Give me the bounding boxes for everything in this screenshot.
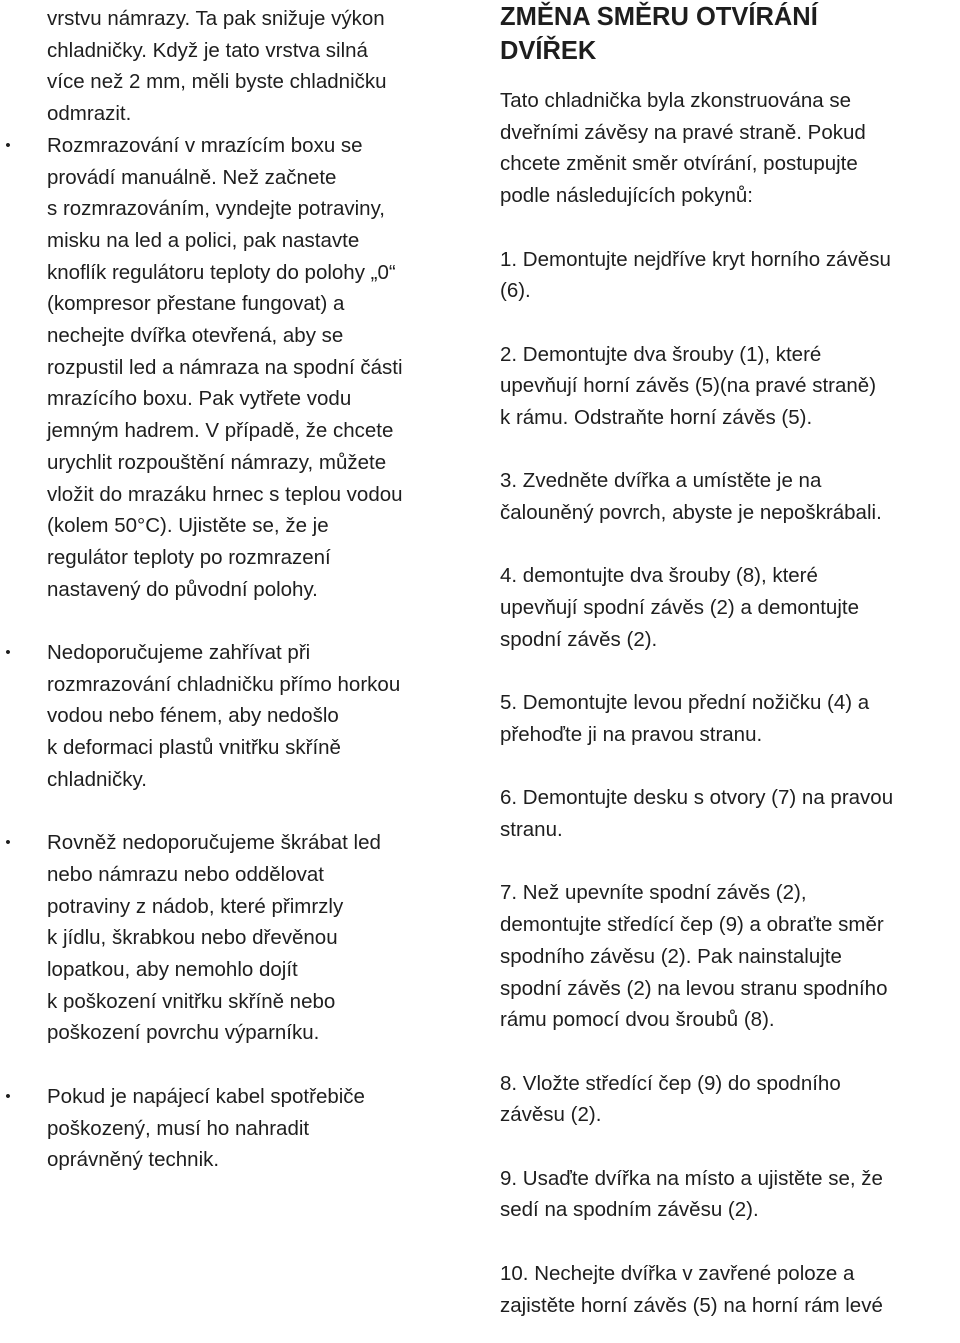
spacer xyxy=(500,846,960,878)
step-7: 7. Než upevníte spodní závěs (2), demontujte středící čep (9) a obraťte směr spodního závěsu (2). Pak nainstalujte spodní závěs (2) na levou stranu spodního rámu pomocí dvou šroubů (8). xyxy=(500,881,888,1032)
spacer xyxy=(500,1131,960,1163)
bullet-item xyxy=(5,1081,472,1176)
step-1: 1. Demontujte nejdříve kryt horního závěsu (6). xyxy=(500,247,891,303)
bullet-icon: • xyxy=(5,1087,11,1105)
step-5: 5. Demontujte levou přední nožičku (4) a přehoďte ji na pravou stranu. xyxy=(500,691,870,746)
bullet-text-no-heating: Nedoporučujeme zahřívat při rozmrazování chladničku přímo horkou vodou nebo fénem, aby nedošlo k deformaci plastů vnitřku skříně chladničky. xyxy=(47,641,401,791)
spacer xyxy=(500,529,960,561)
spacer xyxy=(47,1049,472,1081)
bullet-icon: • xyxy=(5,644,11,662)
spacer xyxy=(47,605,472,637)
right-intro-paragraph: Tato chladnička byla zkonstruována se dveřními závěsy na pravé straně. Pokud chcete změnit směr otvírání, postupujte podle následujících pokynů: xyxy=(500,89,866,208)
step-10: 10. Nechejte dvířka v zavřené poloze a zajistěte horní závěs (5) na horní rám levé xyxy=(500,1261,883,1317)
spacer xyxy=(500,434,960,466)
spacer xyxy=(500,751,960,783)
left-intro-paragraph: vrstvu námrazy. Ta pak snižuje výkon chladničky. Když je tato vrstva silná více než 2 mm, měli byste chladničku odmrazit. xyxy=(47,7,387,126)
section-heading: ZMĚNA SMĚRU OTVÍRÁNÍ DVÍŘEK xyxy=(500,3,818,65)
step-3: 3. Zvedněte dvířka a umístěte je na čalouněný povrch, abyste je nepoškrábali. xyxy=(500,469,882,525)
bullet-text-no-scraping: Rovněž nedoporučujeme škrábat led nebo námrazu nebo oddělovat potraviny z nádob, které přimrzly k jídlu, škrabkou nebo dřevěnou lopatkou, aby nemohlo dojít k poškození vnitřku skříně nebo poškození povrchu výparníku. xyxy=(47,831,381,1045)
bullet-item xyxy=(5,130,472,606)
spacer xyxy=(500,656,960,688)
bullet-item xyxy=(5,827,472,1049)
step-8: 8. Vložte středící čep (9) do spodního závěsu (2). xyxy=(500,1071,841,1127)
step-4: 4. demontujte dva šrouby (8), které upevňují spodní závěs (2) a demontujte spodní závěs (2). xyxy=(500,564,859,651)
bullet-item xyxy=(5,637,472,796)
spacer xyxy=(500,307,960,339)
bullet-icon: • xyxy=(5,834,11,852)
spacer xyxy=(47,796,472,828)
step-2: 2. Demontujte dva šrouby (1), které upevňují horní závěs (5)(na pravé straně) k rámu. Odstraňte horní závěs (5). xyxy=(500,342,877,429)
step-6: 6. Demontujte desku s otvory (7) na pravou stranu. xyxy=(500,786,894,842)
step-9: 9. Usaďte dvířka na místo a ujistěte se, že sedí na spodním závěsu (2). xyxy=(500,1166,883,1222)
spacer xyxy=(500,1036,960,1068)
spacer xyxy=(500,1226,960,1258)
bullet-text-defrost: Rozmrazování v mrazícím boxu se provádí manuálně. Než začnete s rozmrazováním, vyndejte potraviny, misku na led a polici, pak nastavte knoflík regulátoru teploty do polohy „0“ (kompresor přestane fungovat) a nechejte dvířka otevřená, aby se rozpustil led a námraza na spodní části mrazícího boxu. Pak vytřete vodu jemným hadrem. V případě, že chcete urychlit rozpouštění námrazy, můžete vložit do mrazáku hrnec s teplou vodou (kolem 50°C). Ujistěte se, že je regulátor teploty po rozmrazení nastavený do původní polohy. xyxy=(47,133,403,601)
bullet-text-power-cable: Pokud je napájecí kabel spotřebiče poškozený, musí ho nahradit oprávněný technik. xyxy=(47,1084,365,1172)
right-column xyxy=(500,0,960,1321)
bullet-icon: • xyxy=(5,136,11,154)
spacer xyxy=(500,212,960,244)
left-column xyxy=(5,3,472,1176)
